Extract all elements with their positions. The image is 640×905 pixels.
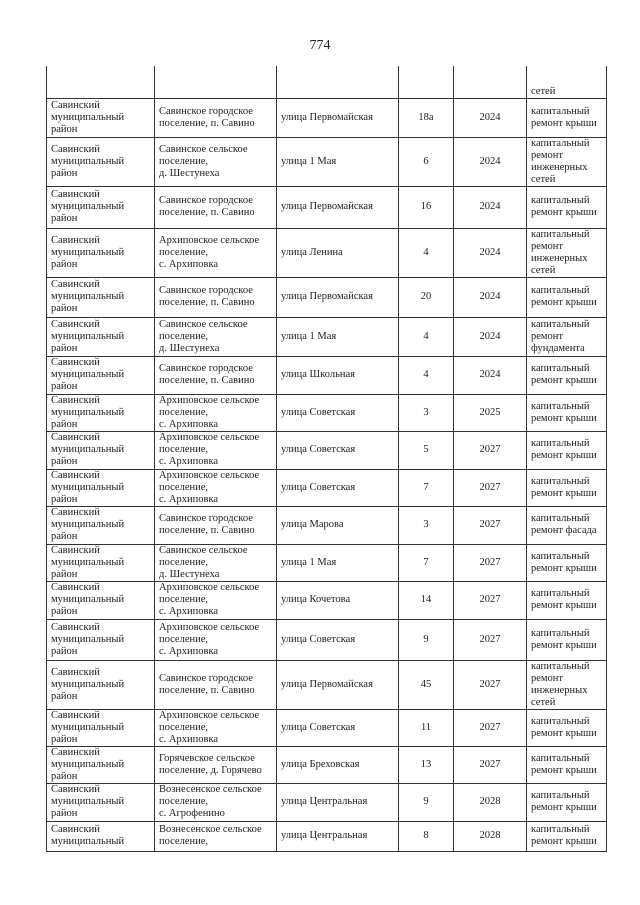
cell-district: Савинский муниципальный xyxy=(47,821,155,851)
cell-house: 3 xyxy=(399,394,454,431)
cell-work: капитальный ремонт крыши xyxy=(527,98,607,137)
cell-settlement: Горячевское сельское поселение, д. Горячево xyxy=(155,746,277,783)
cell-year: 2024 xyxy=(454,277,527,317)
cell-work: капитальный ремонт крыши xyxy=(527,431,607,469)
table-row xyxy=(47,431,607,469)
cell-street: улица 1 Мая xyxy=(277,137,399,186)
cell-district: Савинский муниципальный район xyxy=(47,783,155,821)
cell-settlement xyxy=(155,66,277,98)
cell-work: капитальный ремонт крыши xyxy=(527,746,607,783)
cell-work: капитальный ремонт крыши xyxy=(527,783,607,821)
cell-district: Савинский муниципальный район xyxy=(47,98,155,137)
cell-district: Савинский муниципальный район xyxy=(47,581,155,619)
table-row xyxy=(47,317,607,356)
table-row xyxy=(47,821,607,851)
cell-house: 8 xyxy=(399,821,454,851)
cell-work: капитальный ремонт крыши xyxy=(527,619,607,660)
cell-district: Савинский муниципальный район xyxy=(47,356,155,394)
cell-street: улица Кочетова xyxy=(277,581,399,619)
cell-year: 2024 xyxy=(454,186,527,228)
cell-year: 2027 xyxy=(454,709,527,746)
cell-work: капитальный ремонт фасада xyxy=(527,506,607,544)
cell-work: капитальный ремонт крыши xyxy=(527,544,607,581)
cell-settlement: Архиповское сельское поселение, с. Архиповка xyxy=(155,394,277,431)
cell-year xyxy=(454,66,527,98)
repair-schedule-table xyxy=(46,66,607,852)
cell-year: 2027 xyxy=(454,431,527,469)
cell-settlement: Савинское городское поселение, п. Савино xyxy=(155,98,277,137)
cell-year: 2027 xyxy=(454,660,527,709)
cell-district: Савинский муниципальный район xyxy=(47,506,155,544)
cell-street: улица Советская xyxy=(277,431,399,469)
cell-street: улица Советская xyxy=(277,709,399,746)
cell-year: 2027 xyxy=(454,619,527,660)
cell-street: улица Школьная xyxy=(277,356,399,394)
cell-house xyxy=(399,66,454,98)
cell-district: Савинский муниципальный район xyxy=(47,469,155,506)
cell-settlement: Савинское городское поселение, п. Савино xyxy=(155,186,277,228)
cell-district xyxy=(47,66,155,98)
cell-street xyxy=(277,66,399,98)
cell-work: капитальный ремонт инженерных сетей xyxy=(527,660,607,709)
table-row xyxy=(47,783,607,821)
cell-year: 2025 xyxy=(454,394,527,431)
cell-settlement: Архиповское сельское поселение, с. Архиповка xyxy=(155,431,277,469)
cell-house: 7 xyxy=(399,469,454,506)
cell-street: улица Бреховская xyxy=(277,746,399,783)
table-row xyxy=(47,137,607,186)
cell-year: 2027 xyxy=(454,746,527,783)
cell-house: 20 xyxy=(399,277,454,317)
cell-house: 18а xyxy=(399,98,454,137)
cell-settlement: Савинское городское поселение, п. Савино xyxy=(155,356,277,394)
cell-settlement: Архиповское сельское поселение, с. Архиповка xyxy=(155,228,277,277)
cell-house: 45 xyxy=(399,660,454,709)
table-row xyxy=(47,709,607,746)
cell-house: 7 xyxy=(399,544,454,581)
cell-work: капитальный ремонт крыши xyxy=(527,356,607,394)
table-row xyxy=(47,544,607,581)
cell-work: капитальный ремонт крыши xyxy=(527,821,607,851)
cell-house: 16 xyxy=(399,186,454,228)
continuation-row xyxy=(47,66,607,98)
cell-settlement: Архиповское сельское поселение, с. Архиповка xyxy=(155,709,277,746)
cell-year: 2028 xyxy=(454,821,527,851)
cell-year: 2027 xyxy=(454,544,527,581)
cell-work: капитальный ремонт фундамента xyxy=(527,317,607,356)
cell-work: капитальный ремонт крыши xyxy=(527,709,607,746)
cell-year: 2024 xyxy=(454,356,527,394)
table-row xyxy=(47,356,607,394)
table-row xyxy=(47,394,607,431)
cell-house: 9 xyxy=(399,619,454,660)
table-row xyxy=(47,469,607,506)
cell-year: 2028 xyxy=(454,783,527,821)
cell-year: 2024 xyxy=(454,228,527,277)
table-row xyxy=(47,228,607,277)
cell-district: Савинский муниципальный район xyxy=(47,317,155,356)
cell-street: улица Центральная xyxy=(277,783,399,821)
cell-settlement: Вознесенское сельское поселение, xyxy=(155,821,277,851)
cell-district: Савинский муниципальный район xyxy=(47,709,155,746)
cell-house: 4 xyxy=(399,356,454,394)
cell-settlement: Архиповское сельское поселение, с. Архиповка xyxy=(155,469,277,506)
table-row xyxy=(47,277,607,317)
cell-street: улица 1 Мая xyxy=(277,544,399,581)
cell-street: улица Первомайская xyxy=(277,98,399,137)
cell-work: капитальный ремонт крыши xyxy=(527,581,607,619)
cell-district: Савинский муниципальный район xyxy=(47,619,155,660)
cell-work: капитальный ремонт инженерных сетей xyxy=(527,228,607,277)
table-row xyxy=(47,581,607,619)
cell-house: 4 xyxy=(399,228,454,277)
cell-street: улица Советская xyxy=(277,619,399,660)
cell-house: 11 xyxy=(399,709,454,746)
table-row xyxy=(47,619,607,660)
cell-year: 2027 xyxy=(454,469,527,506)
cell-street: улица 1 Мая xyxy=(277,317,399,356)
table-row xyxy=(47,98,607,137)
cell-street: улица Марова xyxy=(277,506,399,544)
cell-work: капитальный ремонт крыши xyxy=(527,394,607,431)
cell-district: Савинский муниципальный район xyxy=(47,186,155,228)
cell-district: Савинский муниципальный район xyxy=(47,544,155,581)
cell-street: улица Ленина xyxy=(277,228,399,277)
table-row xyxy=(47,186,607,228)
cell-house: 9 xyxy=(399,783,454,821)
cell-work: капитальный ремонт крыши xyxy=(527,469,607,506)
cell-house: 5 xyxy=(399,431,454,469)
cell-year: 2024 xyxy=(454,317,527,356)
cell-work: капитальный ремонт инженерных сетей xyxy=(527,137,607,186)
cell-settlement: Архиповское сельское поселение, с. Архиповка xyxy=(155,581,277,619)
cell-work: капитальный ремонт крыши xyxy=(527,186,607,228)
cell-work: капитальный ремонт крыши xyxy=(527,277,607,317)
cell-settlement: Архиповское сельское поселение, с. Архиповка xyxy=(155,619,277,660)
cell-district: Савинский муниципальный район xyxy=(47,228,155,277)
cell-house: 3 xyxy=(399,506,454,544)
table-row xyxy=(47,660,607,709)
cell-settlement: Савинское городское поселение, п. Савино xyxy=(155,660,277,709)
cell-house: 14 xyxy=(399,581,454,619)
cell-house: 6 xyxy=(399,137,454,186)
table-row xyxy=(47,506,607,544)
cell-settlement: Савинское городское поселение, п. Савино xyxy=(155,506,277,544)
cell-district: Савинский муниципальный район xyxy=(47,746,155,783)
cell-street: улица Советская xyxy=(277,469,399,506)
cell-year: 2024 xyxy=(454,137,527,186)
cell-settlement: Савинское сельское поселение, д. Шестунеха xyxy=(155,317,277,356)
cell-settlement: Савинское сельское поселение, д. Шестунеха xyxy=(155,137,277,186)
cell-street: улица Первомайская xyxy=(277,660,399,709)
cell-street: улица Центральная xyxy=(277,821,399,851)
cell-district: Савинский муниципальный район xyxy=(47,137,155,186)
cell-street: улица Первомайская xyxy=(277,277,399,317)
cell-settlement: Вознесенское сельское поселение, с. Агрофенино xyxy=(155,783,277,821)
cell-street: улица Первомайская xyxy=(277,186,399,228)
cell-district: Савинский муниципальный район xyxy=(47,660,155,709)
cell-year: 2024 xyxy=(454,98,527,137)
table-row xyxy=(47,746,607,783)
cell-year: 2027 xyxy=(454,581,527,619)
cell-settlement: Савинское городское поселение, п. Савино xyxy=(155,277,277,317)
cell-settlement: Савинское сельское поселение, д. Шестунеха xyxy=(155,544,277,581)
cell-street: улица Советская xyxy=(277,394,399,431)
cell-district: Савинский муниципальный район xyxy=(47,277,155,317)
cell-year: 2027 xyxy=(454,506,527,544)
cell-work: сетей xyxy=(527,66,607,98)
page-number: 774 xyxy=(309,38,331,53)
cell-house: 4 xyxy=(399,317,454,356)
cell-house: 13 xyxy=(399,746,454,783)
cell-district: Савинский муниципальный район xyxy=(47,394,155,431)
cell-district: Савинский муниципальный район xyxy=(47,431,155,469)
